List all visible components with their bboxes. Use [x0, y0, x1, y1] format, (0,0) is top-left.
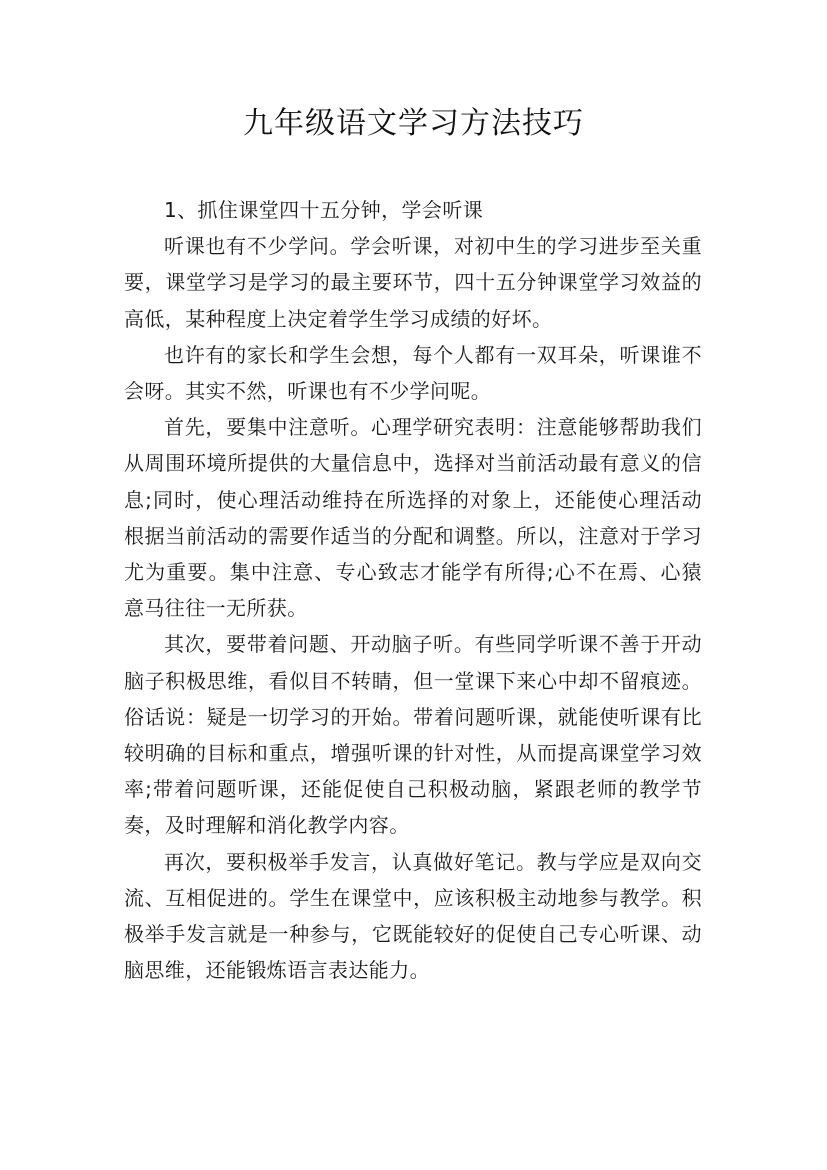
paragraph: 也许有的家长和学生会想，每个人都有一双耳朵，听课谁不会呀。其实不然，听课也有不少学问呢。 — [124, 342, 702, 404]
document-body — [124, 192, 702, 988]
paragraph: 听课也有不少学问。学会听课，对初中生的学习进步至关重要，课堂学习是学习的最主要环节，四十五分钟课堂学习效益的高低，某种程度上决定着学生学习成绩的好坏。 — [124, 234, 702, 331]
paragraph: 再次，要积极举手发言，认真做好笔记。教与学应是双向交流、互相促进的。学生在课堂中，应该积极主动地参与教学。积极举手发言就是一种参与，它既能较好的促使自己专心听课、动脑思维，还能锻炼语言表达能力。 — [124, 849, 702, 983]
document-title: 九年级语文学习方法技巧 — [243, 106, 584, 141]
paragraph: 首先，要集中注意听。心理学研究表明：注意能够帮助我们从周围环境所提供的大量信息中，选择对当前活动最有意义的信息;同时，使心理活动维持在所选择的对象上，还能使心理活动根据当前活动的需要作适当的分配和调整。所以，注意对于学习尤为重要。集中注意、专心致志才能学有所得;心不在焉、心猿意马往往一无所获。 — [124, 415, 702, 621]
paragraph: 其次，要带着问题、开动脑子听。有些同学听课不善于开动脑子积极思维，看似目不转睛，但一堂课下来心中却不留痕迹。俗话说：疑是一切学习的开始。带着问题听课，就能使听课有比较明确的目标和重点，增强听课的针对性，从而提高课堂学习效率;带着问题听课，还能促使自己积极动脑，紧跟老师的教学节奏，及时理解和消化教学内容。 — [124, 632, 702, 838]
paragraph-heading: 1、抓住课堂四十五分钟，学会听课 — [164, 198, 484, 222]
